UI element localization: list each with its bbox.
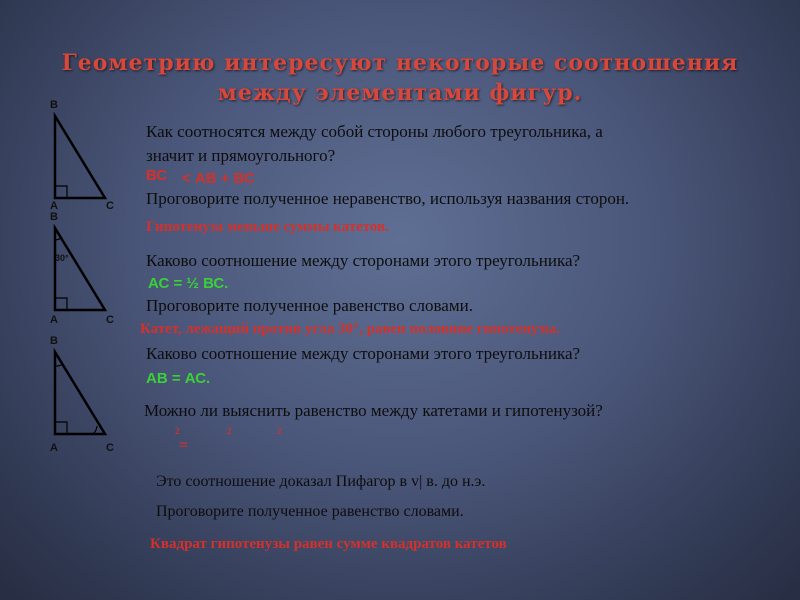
triangle-3-vertex-a: А [50, 442, 58, 454]
triangle-3-vertex-c: С [106, 442, 114, 454]
inequality-right: < АВ + ВС [182, 170, 255, 187]
pythagoras-equals: = [179, 437, 189, 454]
triangle-1-vertex-c: С [106, 200, 114, 212]
instruction-1: Проговорите полученное неравенство, используя названия сторон. [146, 189, 630, 208]
instruction-2: Проговорите полученное равенство словами. [146, 296, 473, 315]
triangle-3 [48, 348, 118, 440]
triangle-2-vertex-a: А [50, 314, 58, 326]
triangle-3-vertex-b: В [50, 335, 58, 347]
triangle-2-vertex-b: В [50, 211, 58, 223]
pythagoras-note: Это соотношение доказал Пифагор в v| в. до н.э. [156, 473, 486, 490]
instruction-3: Проговорите полученное равенство словами. [156, 503, 464, 520]
question-4: Можно ли выяснить равенство между катетами и гипотенузой? [144, 401, 603, 420]
square-superscript-2: 2 [227, 426, 232, 436]
triangle-1-vertex-b: В [50, 99, 58, 111]
equality-2: АС = ½ ВС. [148, 275, 229, 292]
answer-1: Гипотенуза меньше суммы катетов. [146, 219, 389, 235]
question-2: Каково соотношение между сторонами этого треугольника? [146, 251, 581, 270]
square-superscript-1: 2 [175, 426, 180, 436]
triangle-1-vertex-a: А [50, 200, 58, 212]
equality-3: АВ = АС. [146, 370, 211, 387]
answer-3: Квадрат гипотенузы равен сумме квадратов катетов [150, 536, 507, 552]
question-1: Как соотносятся между собой стороны любого треугольника, а [146, 122, 603, 141]
triangle-2 [48, 224, 118, 316]
inequality-left: ВС [146, 167, 168, 184]
slide-title: Геометрию интересуют некоторые соотношения между элементами фигур. [61, 50, 739, 106]
triangle-1 [48, 112, 118, 204]
square-superscript-3: 2 [277, 426, 282, 436]
triangle-2-vertex-c: С [106, 314, 114, 326]
question-3: Каково соотношение между сторонами этого треугольника? [146, 344, 581, 363]
answer-2: Катет, лежащий против угла 30°, равен половине гипотенузы. [140, 321, 560, 337]
triangle-2-angle-label: 30° [55, 253, 69, 263]
question-1-continued: значит и прямоугольного? [146, 146, 336, 165]
